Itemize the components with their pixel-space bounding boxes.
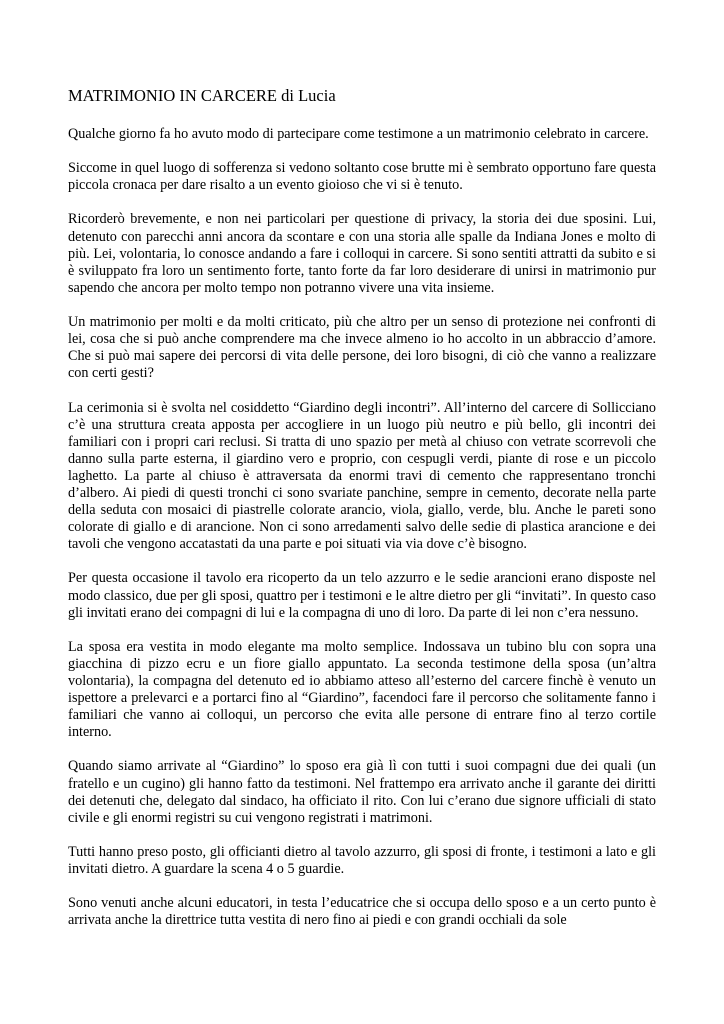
document-body — [68, 86, 656, 947]
paragraph-6: Per questa occasione il tavolo era ricoperto da un telo azzurro e le sedie arancioni erano disposte nel modo classico, due per gli sposi, quattro per i testimoni e le altre dietro per gli “invitati”. In questo caso gli invitati erano dei compagni di lui e la compagna di uno di loro. Da parte di lei non c’era nessuno. — [68, 570, 656, 621]
paragraph-5: La cerimonia si è svolta nel cosiddetto “Giardino degli incontri”. All’interno del carcere di Sollicciano c’è una struttura creata apposta per accogliere in un luogo più neutro e più bello, gli incontri dei familiari con i propri cari reclusi. Si tratta di uno spazio per metà al chiuso con vetrate scorrevoli che danno sulla parte esterna, il giardino vero e proprio, con cespugli verdi, piante di rose e un piccolo laghetto. La parte al chiuso è attraversata da enormi travi di cemento che rappresentano tronchi d’albero. Ai piedi di questi tronchi ci sono svariate panchine, sempre in cemento, decorate nella parte della seduta con mosaici di piastrelle colorate arancio, viola, giallo, verde, blu. Anche le pareti sono colorate di giallo e di arancione. Non ci sono arredamenti salvo delle sedie di plastica arancione e dei tavoli che vengono accatastati da una parte e poi situati via via dove c’è bisogno. — [68, 399, 656, 553]
document-title: MATRIMONIO IN CARCERE di Lucia — [68, 86, 336, 105]
paragraph-2: Siccome in quel luogo di sofferenza si vedono soltanto cose brutte mi è sembrato opportuno fare questa piccola cronaca per dare risalto a un evento gioioso che vi si è tenuto. — [68, 160, 656, 194]
paragraph-3: Ricorderò brevemente, e non nei particolari per questione di privacy, la storia dei due sposini. Lui, detenuto con parecchi anni ancora da scontare e con una storia alle spalle da Indiana Jones e molto di più. Lei, volontaria, lo conosce andando a fare i colloqui in carcere. Si sono sentiti attratti da subito e si è sviluppato fra loro un sentimento forte, tanto forte da far loro desiderare di unirsi in matrimonio pur sapendo che ancora per molto tempo non potranno vivere una vita insieme. — [68, 211, 656, 296]
paragraph-1: Qualche giorno fa ho avuto modo di partecipare come testimone a un matrimonio celebrato in carcere. — [68, 126, 649, 142]
paragraph-9: Tutti hanno preso posto, gli officianti dietro al tavolo azzurro, gli sposi di fronte, i testimoni a lato e gli invitati dietro. A guardare la scena 4 o 5 guardie. — [68, 843, 656, 878]
paragraph-7: La sposa era vestita in modo elegante ma molto semplice. Indossava un tubino blu con sopra una giacchina di pizzo ecru e un fiore giallo appuntato. La seconda testimone della sposa (un’altra volontaria), la compagna del detenuto ed io abbiamo atteso all’esterno del carcere finchè è venuto un ispettore a prelevarci e a portarci fino al “Giardino”, facendoci fare il percorso che solitamente fanno i familiari che vanno ai colloqui, un percorso che evita alle persone di entrare fino al terzo cortile interno. — [68, 638, 656, 741]
paragraph-10: Sono venuti anche alcuni educatori, in testa l’educatrice che si occupa dello sposo e a un certo punto è arrivata anche la direttrice tutta vestita di nero fino ai piedi e con grandi occhiali da sole — [68, 895, 656, 929]
paragraph-8: Quando siamo arrivate al “Giardino” lo sposo era già lì con tutti i suoi compagni due dei quali (un fratello e un cugino) gli hanno fatto da testimoni. Nel frattempo era arrivato anche il garante dei diritti dei detenuti che, delegato dal sindaco, ha officiato il rito. Con lui c’erano due signore ufficiali di stato civile e gli enormi registri su cui vengono registrati i matrimoni. — [68, 758, 656, 826]
paragraph-4: Un matrimonio per molti e da molti criticato, più che altro per un senso di protezione nei confronti di lei, cosa che si può anche comprendere ma che invece almeno io ho accolto in un abbraccio d’amore. Che si può mai sapere dei percorsi di vita delle persone, dei loro bisogni, di ciò che vanno a realizzare con certi gesti? — [68, 314, 656, 382]
